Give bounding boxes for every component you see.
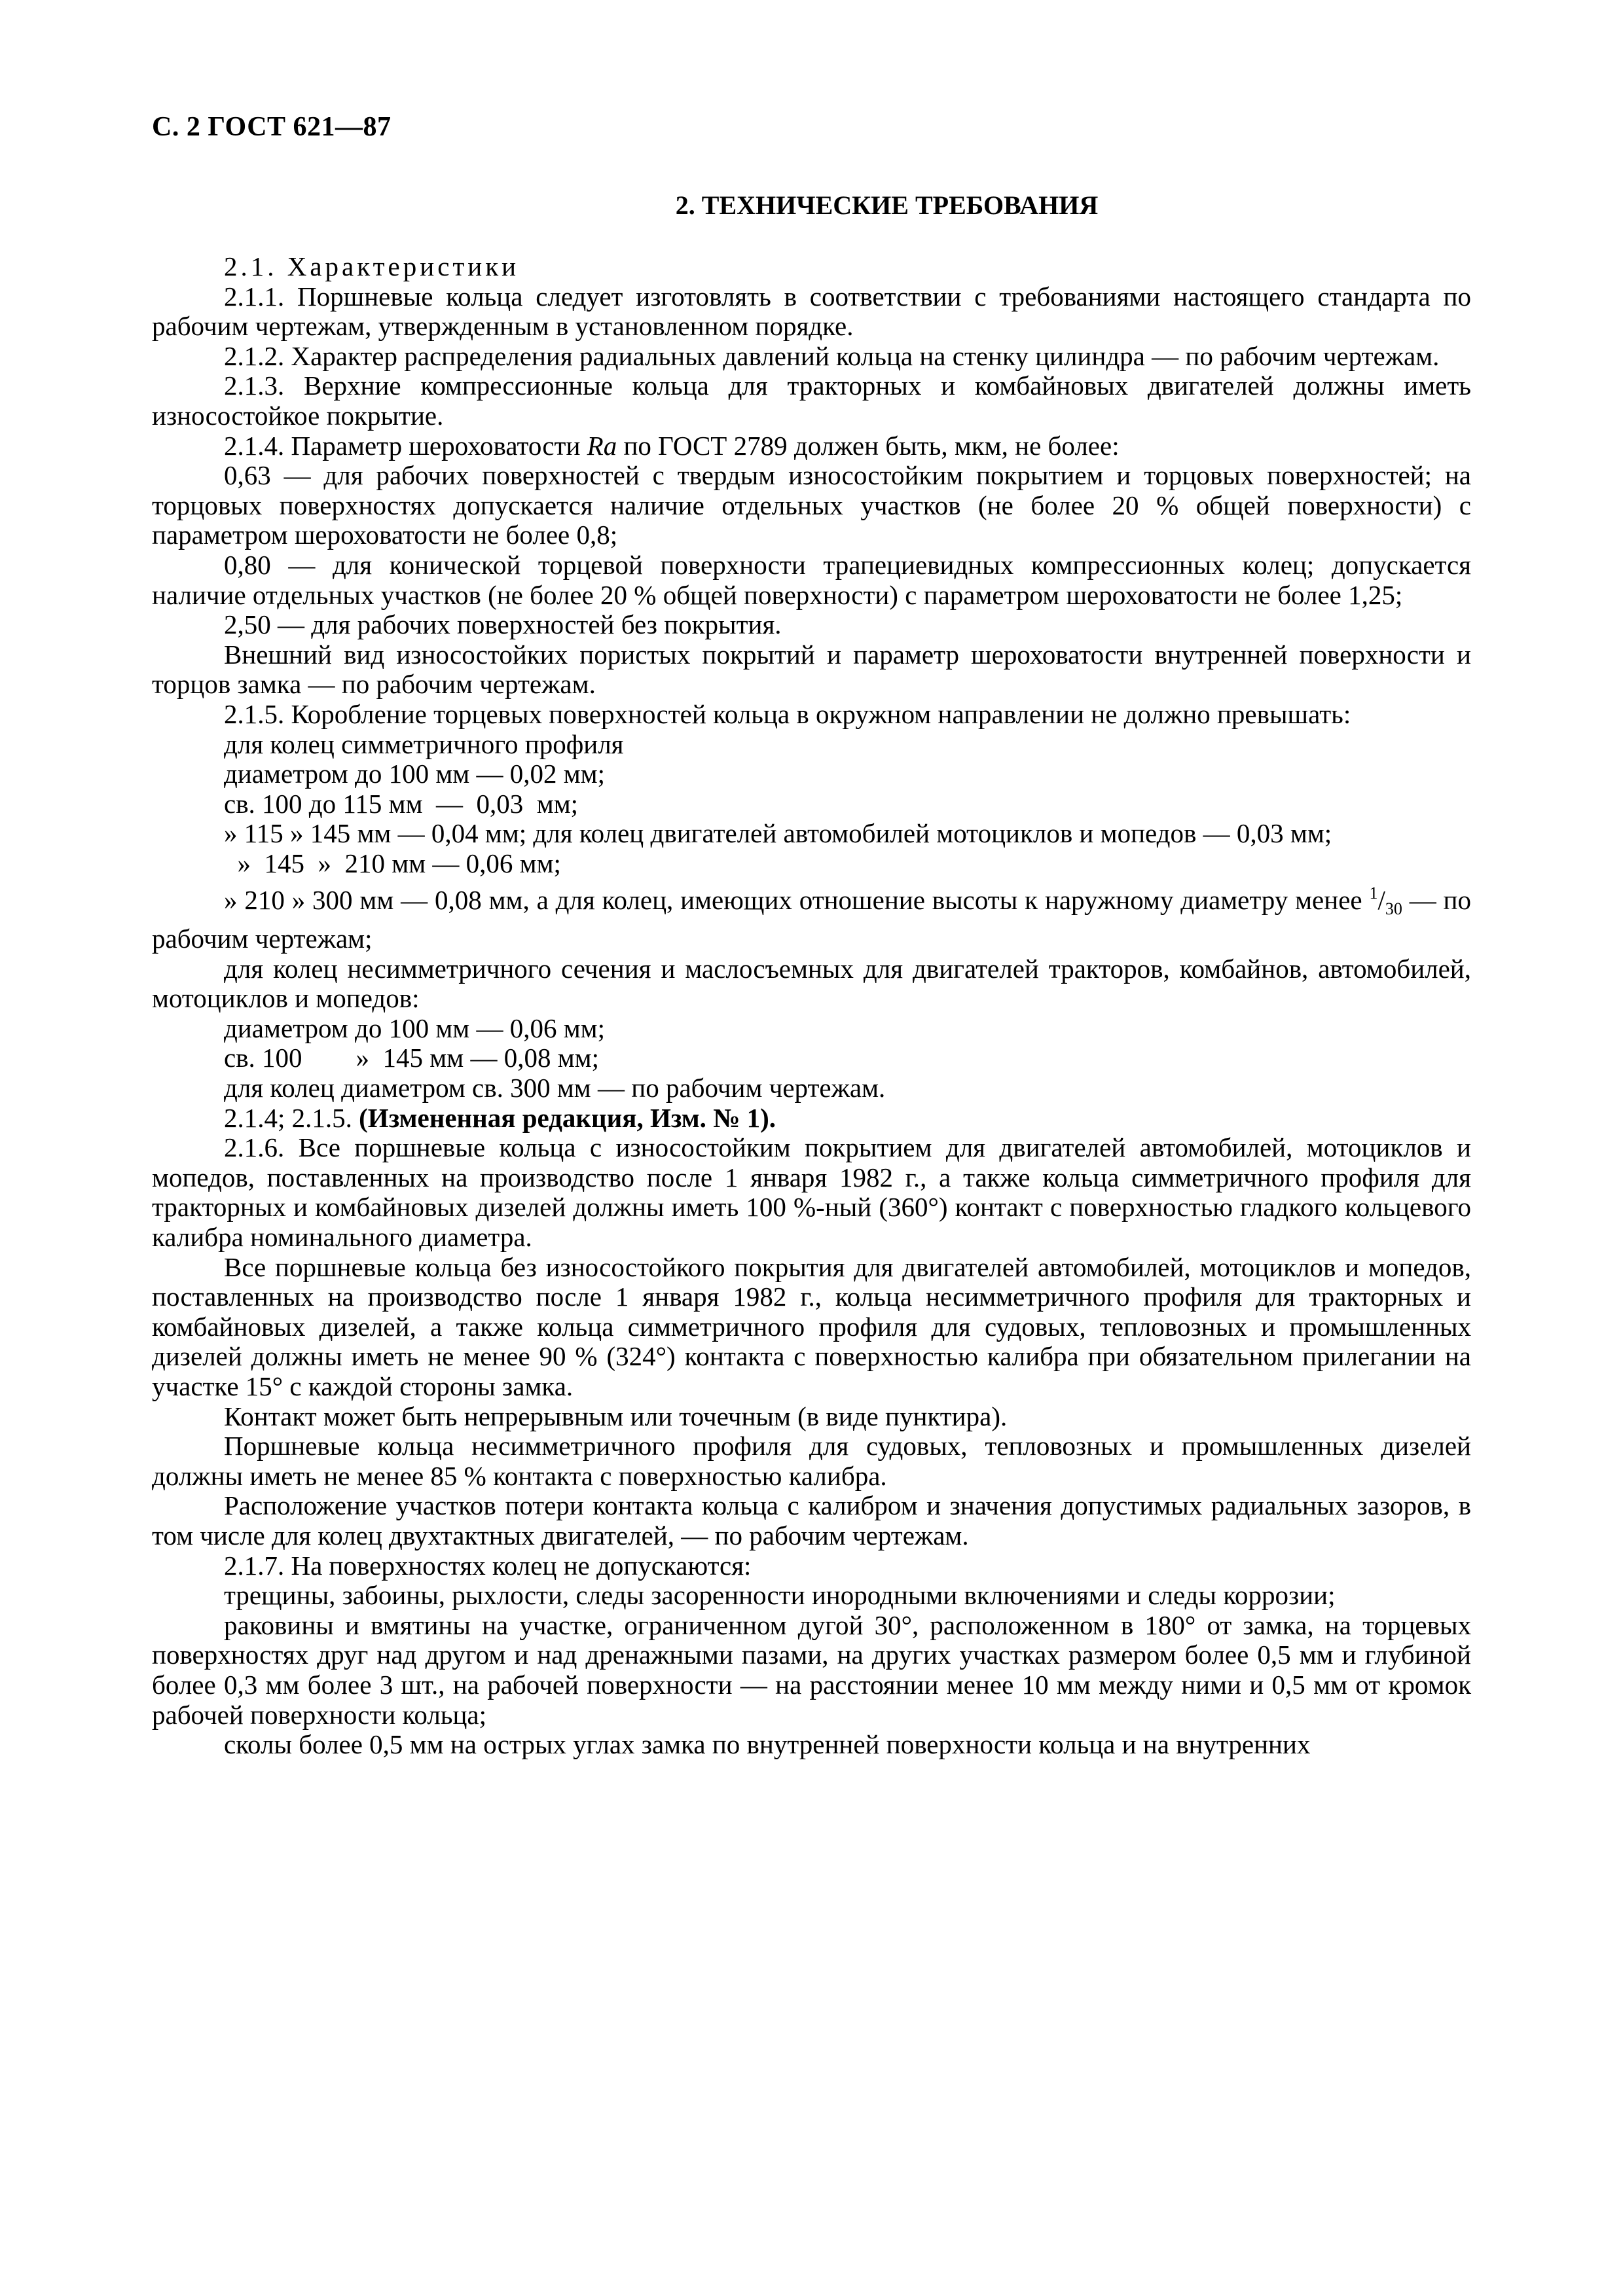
paragraph-asymmetric-rings: Поршневые кольца несимметричного профиля для судовых, тепловозных и промышленных дизелей должны иметь не менее 85 % контакта с поверхностью калибра. — [152, 1431, 1471, 1491]
line-145-210: » 145 » 210 мм — 0,06 мм; — [224, 848, 561, 878]
paragraph-2-1-4-start: 2.1.4. Параметр шероховатости — [224, 430, 587, 461]
paragraph-contact: Контакт может быть непрерывным или точечным (в виде пунктира). — [224, 1401, 1008, 1431]
paragraph-2-1-6: 2.1.6. Все поршневые кольца с износостойким покрытием для двигателей автомобилей, мотоциклов и мопедов, поставленных на производство после 1 января 1982 г., а также кольца симметричного профиля для тракторных и комбайновых дизелей должны иметь 100 %-ный (360°) контакт с поверхностью гладкого кольцевого калибра номинального диаметра. — [152, 1132, 1471, 1252]
line-symmetric-profile: для колец симметричного профиля — [224, 728, 624, 759]
paragraph-2-1-7: 2.1.7. На поверхностях колец не допускаются: — [224, 1550, 752, 1581]
amendment-note: (Измененная редакция, Изм. № 1). — [359, 1102, 776, 1133]
paragraph-2-1-1: 2.1.1. Поршневые кольца следует изготовлять в соответствии с требованиями настоящего стандарта по рабочим чертежам, утвержденным в установленном порядке. — [152, 281, 1471, 342]
paragraph-location: Расположение участков потери контакта кольца с калибром и значения допустимых радиальных зазоров, в том числе для колец двухтактных двигателей, — по рабочим чертежам. — [152, 1490, 1471, 1551]
line-100-145: св. 100 » 145 мм — 0,08 мм; — [224, 1043, 599, 1073]
paragraph-2-1-4 — [152, 431, 1471, 461]
body-text — [152, 252, 1471, 1760]
fraction-numerator: 1 — [1369, 884, 1378, 903]
paragraph-roughness-080: 0,80 — для конической торцевой поверхности трапециевидных компрессионных колец; допускается наличие отдельных участков (не более 20 % общей поверхности) с параметром шероховатости не более 1,25; — [152, 549, 1471, 610]
paragraph-2-1-4-end: по ГОСТ 2789 должен быть, мкм, не более: — [617, 430, 1120, 461]
section-title: 2. ТЕХНИЧЕСКИЕ ТРЕБОВАНИЯ — [675, 190, 1099, 220]
running-head: С. 2 ГОСТ 621—87 — [152, 112, 392, 142]
paragraph-roughness-250: 2,50 — для рабочих поверхностей без покрытия. — [224, 609, 782, 640]
ra-symbol: Ra — [587, 430, 617, 461]
paragraph-2-1: 2.1. Характеристики — [224, 251, 520, 281]
paragraph-2-1-5: 2.1.5. Коробление торцевых поверхностей кольца в окружном направлении не должно превышать: — [224, 698, 1351, 729]
paragraph-2-1-2: 2.1.2. Характер распределения радиальных давлений кольца на стенку цилиндра — по рабочим чертежам. — [224, 340, 1440, 371]
paragraph-amendment — [152, 1103, 1471, 1134]
paragraph-210-300-end: — по рабочим чертежам; — [152, 885, 1471, 954]
paragraph-appearance: Внешний вид износостойких пористых покрытий и параметр шероховатости внутренней поверхности и торцов замка — по рабочим чертежам. — [152, 639, 1471, 700]
paragraph-roughness-063: 0,63 — для рабочих поверхностей с твердым износостойким покрытием и торцовых поверхностей; на торцовых поверхностях допускается наличие отдельных участков (не более 20 % общей поверхности) с параметром шероховатости не более 0,8; — [152, 460, 1471, 550]
paragraph-210-300-start: » 210 » 300 мм — 0,08 мм, а для колец, имеющих отношение высоты к наружному диаметру менее — [224, 885, 1370, 916]
paragraph-2-1-3: 2.1.3. Верхние компрессионные кольца для тракторных и комбайновых двигателей должны иметь износостойкое покрытие. — [152, 370, 1471, 431]
amendment-clauses: 2.1.4; 2.1.5. — [224, 1102, 359, 1133]
paragraph-cracks: трещины, забоины, рыхлости, следы засоренности инородными включениями и следы коррозии; — [224, 1580, 1336, 1611]
fraction-denominator: 30 — [1385, 899, 1402, 919]
paragraph-nonsymmetric: для колец несимметричного сечения и маслосъемных для двигателей тракторов, комбайнов, автомобилей, мотоциклов и мопедов: — [152, 953, 1471, 1014]
line-over-300: для колец диаметром св. 300 мм — по рабочим чертежам. — [224, 1073, 886, 1103]
paragraph-all-rings: Все поршневые кольца без износостойкого покрытия для двигателей автомобилей, мотоциклов и мопедов, поставленных на производство после 1 января 1982 г., кольца несимметричного профиля для тракторных и комбайновых дизелей, а также кольца симметричного профиля для судовых, тепловозных и промышленных дизелей должны иметь не менее 90 % (324°) контакта с поверхностью калибра при обязательном прилегании на участке 15° с каждой стороны замка. — [152, 1251, 1471, 1401]
paragraph-210-300 — [152, 878, 1471, 954]
paragraph-115-145: » 115 » 145 мм — 0,04 мм; для колец двигателей автомобилей мотоциклов и мопедов — 0,03 мм; — [224, 818, 1332, 849]
paragraph-cavities: раковины и вмятины на участке, ограниченном дугой 30°, расположенном в 180° от замка, на торцевых поверхностях друг над другом и над дренажными пазами, на других участках размером более 0,5 мм и глубиной более 0,3 мм более 3 шт., на рабочей поверхности — на расстоянии менее 10 мм между ними и 0,5 мм от кромок рабочей поверхности кольца; — [152, 1609, 1471, 1730]
line-100-115: св. 100 до 115 мм — 0,03 мм; — [224, 788, 579, 819]
line-diameter-100: диаметром до 100 мм — 0,02 мм; — [224, 759, 606, 789]
fraction-slash: / — [1377, 885, 1385, 916]
paragraph-chips: сколы более 0,5 мм на острых углах замка по внутренней поверхности кольца и на внутренних — [224, 1729, 1311, 1760]
line-diameter-100-006: диаметром до 100 мм — 0,06 мм; — [224, 1013, 606, 1043]
